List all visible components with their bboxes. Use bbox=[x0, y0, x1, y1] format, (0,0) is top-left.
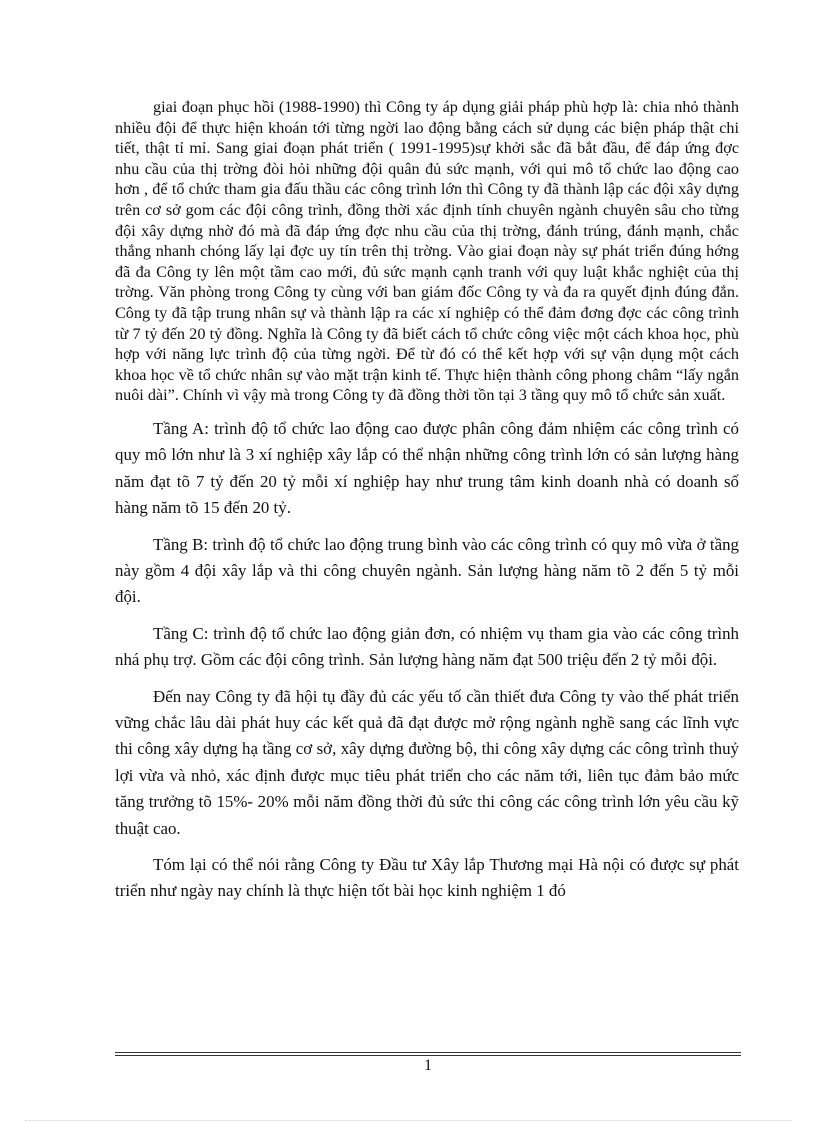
paragraph-tang-b: Tầng B: trình độ tổ chức lao động trung bình vào các công trình có quy mô vừa ở tầng này gồm 4 đội xây lắp và thi công chuyên ngành. Sản lượng hàng năm tõ 2 đến 5 tỷ mỗi đội. bbox=[115, 534, 739, 607]
paragraph-spacer bbox=[115, 674, 739, 684]
paragraph-spacer bbox=[115, 522, 739, 532]
paragraph-tang-c: Tầng C: trình độ tổ chức lao động giản đơn, có nhiệm vụ tham gia vào các công trình nhá phụ trợ. Gồm các đội công trình. Sản lượng hàng năm đạt 500 triệu đến 2 tỷ mỗi đội. bbox=[115, 623, 739, 670]
paragraph-spacer bbox=[115, 611, 739, 621]
paragraph-tom-lai: Tóm lại có thể nói rằng Công ty Đầu tư Xây lắp Thương mại Hà nội có được sự phát triển như ngày nay chính là thực hiện tốt bài học kinh nghiệm 1 đó bbox=[115, 855, 739, 901]
footer-rule-bottom bbox=[115, 1055, 741, 1056]
paragraph-tang-a: Tầng A: trình độ tổ chức lao động cao được phân công đảm nhiệm các công trình có quy mô lớn như là 3 xí nghiệp xây lắp có thể nhận những công trình lớn có sản lượng hàng năm đạt tõ 7 tỷ đến 20 tỷ mỗi xí nghiệp hay như trung tâm kinh doanh nhà có doanh số hàng năm tõ 15 đến 20 tỷ. bbox=[115, 418, 739, 518]
document-body bbox=[115, 97, 739, 905]
paragraph-den-nay: Đến nay Công ty đã hội tụ đầy đủ các yếu tố cần thiết đưa Công ty vào thế phát triển vững chắc lâu dài phát huy các kết quả đã đạt được mở rộng ngành nghề sang các lĩnh vực thi công xây dựng hạ tầng cơ sở, xây dựng đường bộ, thi công xây dựng các công trình thuỷ lợi vừa và nhỏ, xác định được mục tiêu phát triển cho các năm tới, liên tục đảm bảo mức tăng trưởng tõ 15%- 20% mỗi năm đồng thời đủ sức thi công các công trình lớn yêu cầu kỹ thuật cao. bbox=[115, 686, 739, 838]
footer-rule-top bbox=[115, 1052, 741, 1053]
paragraph-spacer bbox=[115, 842, 739, 852]
page-edge-divider bbox=[25, 1120, 791, 1121]
paragraph-spacer bbox=[115, 406, 739, 416]
page-number: 1 bbox=[424, 1057, 432, 1074]
paragraph-phuc-hoi-phat-trien: giai đoạn phục hồi (1988-1990) thì Công ty áp dụng giải pháp phù hợp là: chia nhỏ thành nhiều đội để thực hiện khoán tới từng ngời lao động bằng cách sử dụng các biện pháp thật chi tiết, thật tỉ mỉ. Sang giai đoạn phát triển ( 1991-1995)sự khởi sắc đã bắt đầu, để đáp ứng đợc nhu cầu của thị trờng đòi hỏi những đội quân đủ sức mạnh, với qui mô tổ chức lao động cao hơn , để tổ chức tham gia đấu thầu các công trình lớn thì Công ty đã thành lập các đội xây dựng trên cơ sở gom các đội công trình, đồng thời xác định tính chuyên ngành chuyên sâu cho từng đội xây dựng nhờ đó mà đã đáp ứng đợc nhu cầu của thị trờng, đánh trúng, đánh mạnh, chắc thắng nhanh chóng lấy lại đợc uy tín trên thị trờng. Vào giai đoạn này sự phát triển đúng hớng đã đa Công ty lên một tầm cao mới, đủ sức mạnh cạnh tranh với quy luật khắc nghiệt của thị trờng. Văn phòng trong Công ty cùng với ban giám đốc Công ty và đa ra quyết định đúng đắn. Công ty đã tập trung nhân sự và thành lập ra các xí nghiệp có thể đảm đơng đợc các công trình từ 7 tỷ đến 20 tỷ đồng. Nghĩa là Công ty đã biết cách tổ chức công việc một cách khoa học, phù hợp với năng lực trình độ của từng ngời. Để từ đó có thể kết hợp với sự vận dụng một cách khoa học về tổ chức nhân sự vào mặt trận kinh tế. Thực hiện thành công phong châm “lấy ngắn nuôi dài”. Chính vì vậy mà trong Công ty đã đồng thời tồn tại 3 tầng quy mô tổ chức sản xuất. bbox=[115, 98, 739, 405]
